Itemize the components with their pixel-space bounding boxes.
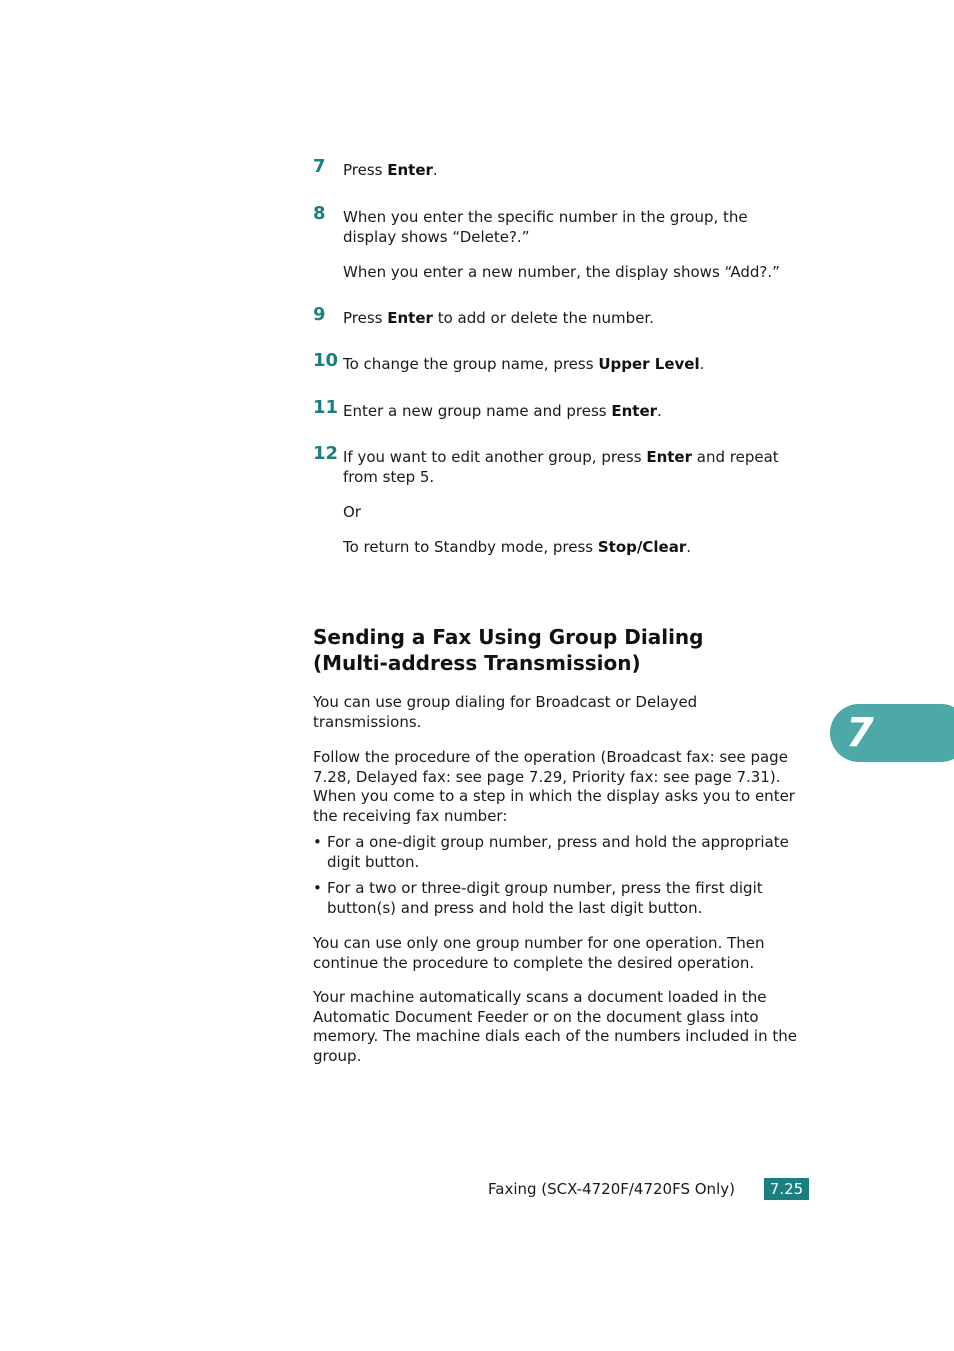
- bullet-text: For a one-digit group number, press and hold the appropriate digit button.: [327, 833, 789, 871]
- bullet-item-2: [313, 879, 817, 918]
- step-8: [313, 203, 803, 282]
- step-text-end: .: [686, 538, 691, 556]
- paragraph-3: You can use only one group number for one operation. Then continue the procedure to complete the desired operation.: [313, 934, 765, 972]
- key-name: Enter: [646, 448, 692, 466]
- step-number: 9: [313, 304, 326, 325]
- heading-line-1: Sending a Fax Using Group Dialing: [313, 625, 704, 649]
- step-text: If you want to edit another group, press: [343, 448, 647, 466]
- step-7: [313, 156, 803, 180]
- footer-page-number: 7.25: [764, 1178, 809, 1200]
- step-text: To change the group name, press: [343, 355, 599, 373]
- key-name: Stop/Clear: [597, 538, 687, 556]
- bullet-icon: •: [313, 833, 322, 851]
- paragraph-2: Follow the procedure of the operation (Broadcast fax: see page 7.28, Delayed fax: see page 7.29, Priority fax: see page 7.31). When you come to a step in which the display asks you to enter the receiving fax number:: [313, 748, 795, 825]
- step-number: 10: [313, 350, 339, 371]
- paragraph-1: You can use group dialing for Broadcast or Delayed transmissions.: [313, 693, 698, 731]
- heading-line-2: (Multi-address Transmission): [313, 651, 641, 675]
- paragraph-4: Your machine automatically scans a document loaded in the Automatic Document Feeder or on the document glass into memory. The machine dials each of the numbers included in the group.: [313, 988, 797, 1065]
- step-number: 12: [313, 443, 339, 464]
- step-text: Press: [343, 309, 388, 327]
- key-name: Enter: [387, 309, 433, 327]
- step-10: [313, 350, 803, 374]
- step-text: To return to Standby mode, press: [343, 538, 598, 556]
- step-text: Press: [343, 161, 388, 179]
- chapter-number: 7: [846, 710, 874, 756]
- bullet-item-1: [313, 833, 817, 872]
- step-number: 11: [313, 397, 339, 418]
- step-text: Enter a new group name and press: [343, 402, 612, 420]
- step-text: When you enter the specific number in the group, the display shows “Delete?.”: [343, 208, 748, 246]
- step-text-end: .: [432, 161, 438, 179]
- step-text-end: and repeat from step 5.: [343, 448, 779, 486]
- chapter-tab: [830, 704, 954, 762]
- step-text-end: .: [657, 402, 662, 420]
- footer-chapter-title: Faxing (SCX-4720F/4720FS Only): [488, 1180, 735, 1198]
- key-name: Enter: [387, 161, 433, 179]
- key-name: Enter: [611, 402, 658, 420]
- step-text: When you enter a new number, the display shows “Add?.”: [343, 263, 780, 281]
- step-11: [313, 397, 803, 421]
- section-heading: [313, 624, 813, 676]
- key-name: Upper Level: [598, 355, 700, 373]
- step-number: 7: [313, 156, 326, 177]
- step-text-end: to add or delete the number.: [432, 309, 654, 327]
- step-number: 8: [313, 203, 326, 224]
- step-9: [313, 304, 803, 328]
- step-text-end: .: [699, 355, 705, 373]
- step-12: [313, 443, 803, 557]
- bullet-icon: •: [313, 879, 322, 897]
- or-text: Or: [343, 503, 361, 521]
- bullet-text: For a two or three-digit group number, press the first digit button(s) and press and hold the last digit button.: [327, 879, 763, 917]
